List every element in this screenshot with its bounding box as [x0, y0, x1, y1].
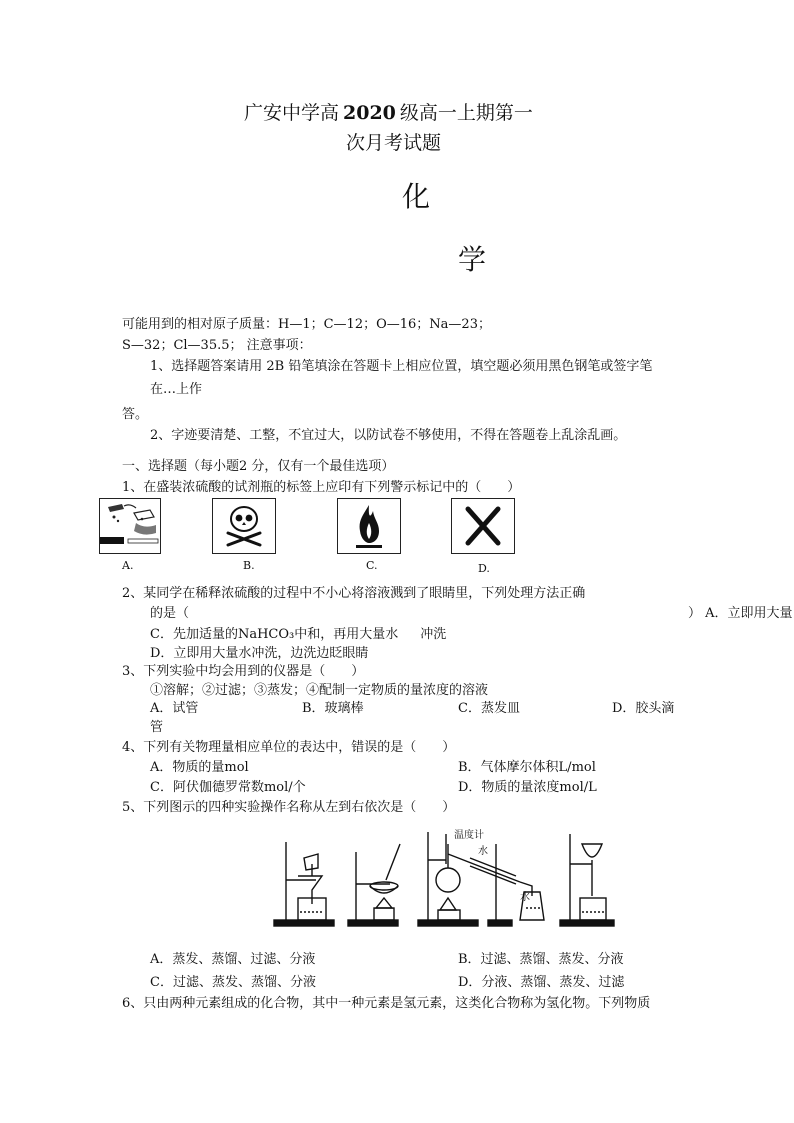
note-2: 2、字迹要清楚、工整，不宜过大，以防试卷不够使用，不得在答题卷上乱涂乱画。: [150, 428, 627, 443]
q1-label-a: A.: [122, 559, 134, 572]
q5-option-b: B．过滤、蒸馏、蒸发、分液: [458, 952, 624, 967]
q1-label-c: C.: [366, 559, 378, 572]
note-1-end: 答。: [122, 407, 149, 422]
q4-option-d: D．物质的量浓度mol/L: [458, 780, 597, 795]
note-1: 1、选择题答案请用 2B 铅笔填涂在答题卡上相应位置，填空题必须用黑色钢笔或签字笔: [150, 359, 653, 374]
q3-stem: 3、下列实验中均会用到的仪器是（ ）: [122, 664, 365, 679]
q4-option-b: B．气体摩尔体积L/mol: [458, 760, 596, 775]
q2-stem-cont: 的是（: [150, 606, 190, 621]
q4-option-c: C．阿伏伽德罗常数mol/个: [150, 780, 306, 795]
page-title: [244, 98, 533, 125]
q2-stem: 2、某同学在稀释浓硫酸的过程中不小心将溶液溅到了眼睛里，下列处理方法正确: [122, 586, 586, 601]
note-1-cont: 在…上作: [150, 382, 203, 397]
q2-option-c: [150, 623, 446, 642]
q1-label-d: D.: [478, 562, 490, 575]
q5-stem: 5、下列图示的四种实验操作名称从左到右依次是（ ）: [122, 800, 456, 815]
q3-option-d-cont: 管: [150, 720, 164, 735]
q3-option-a: A．试管: [150, 701, 199, 716]
q4-option-a: A．物质的量mol: [150, 760, 249, 775]
q3-option-b: B．玻璃棒: [302, 701, 364, 716]
q2-option-c-end: 冲洗: [420, 627, 447, 642]
water-in-label: 水: [478, 846, 488, 857]
atomic-mass-line1: 可能用到的相对原子质量：H—1；C—12；O—16；Na—23；: [122, 317, 491, 332]
skull-crossbones-icon: [212, 498, 276, 554]
q1-label-b: B.: [243, 559, 255, 572]
cross-x-icon: [451, 498, 515, 554]
title-year: 2020: [343, 102, 396, 124]
q1-stem: 1、在盛装浓硫酸的试剂瓶的标签上应印有下列警示标记中的（ ）: [122, 480, 521, 495]
section-heading: 一、选择题（每小题2 分，仅有一个最佳选项）: [122, 459, 395, 474]
subject-char-2: 学: [458, 243, 487, 276]
title-text-b: 级高一上期第一: [399, 102, 533, 124]
q3-sub: ①溶解；②过滤；③蒸发；④配制一定物质的量浓度的溶液: [150, 683, 489, 698]
q5-option-d: D．分液、蒸馏、蒸发、过滤: [458, 975, 625, 990]
q6-stem: 6、只由两种元素组成的化合物，其中一种元素是氢元素，这类化合物称为氢化物。下列物质: [122, 996, 651, 1011]
flame-icon: [337, 498, 401, 554]
q4-stem: 4、下列有关物理量相应单位的表达中，错误的是（ ）: [122, 740, 456, 755]
corrosive-icon: [99, 498, 161, 554]
title-text-a: 广安中学高: [244, 102, 340, 124]
water-out-label: 水: [520, 892, 530, 903]
q5-option-a: A．蒸发、蒸馏、过滤、分液: [150, 952, 316, 967]
q2-tail: ） A．立即用大量: [688, 606, 793, 621]
atomic-mass-line2: S—32；Cl—35.5； 注意事项：: [122, 338, 312, 353]
q5-option-c: C．过滤、蒸发、蒸馏、分液: [150, 975, 316, 990]
q3-option-d: D．胶头滴: [612, 701, 675, 716]
q2-option-c-text: C．先加适量的NaHCO₃中和，再用大量水: [150, 627, 399, 642]
title-line2: 次月考试题: [346, 132, 442, 154]
q3-option-c: C．蒸发皿: [458, 701, 520, 716]
thermometer-label: 温度计: [454, 830, 484, 841]
q2-option-d: D．立即用大量水冲洗，边洗边眨眼睛: [150, 646, 369, 661]
subject-char-1: 化: [402, 180, 431, 213]
lab-apparatus-figure: [270, 824, 620, 930]
